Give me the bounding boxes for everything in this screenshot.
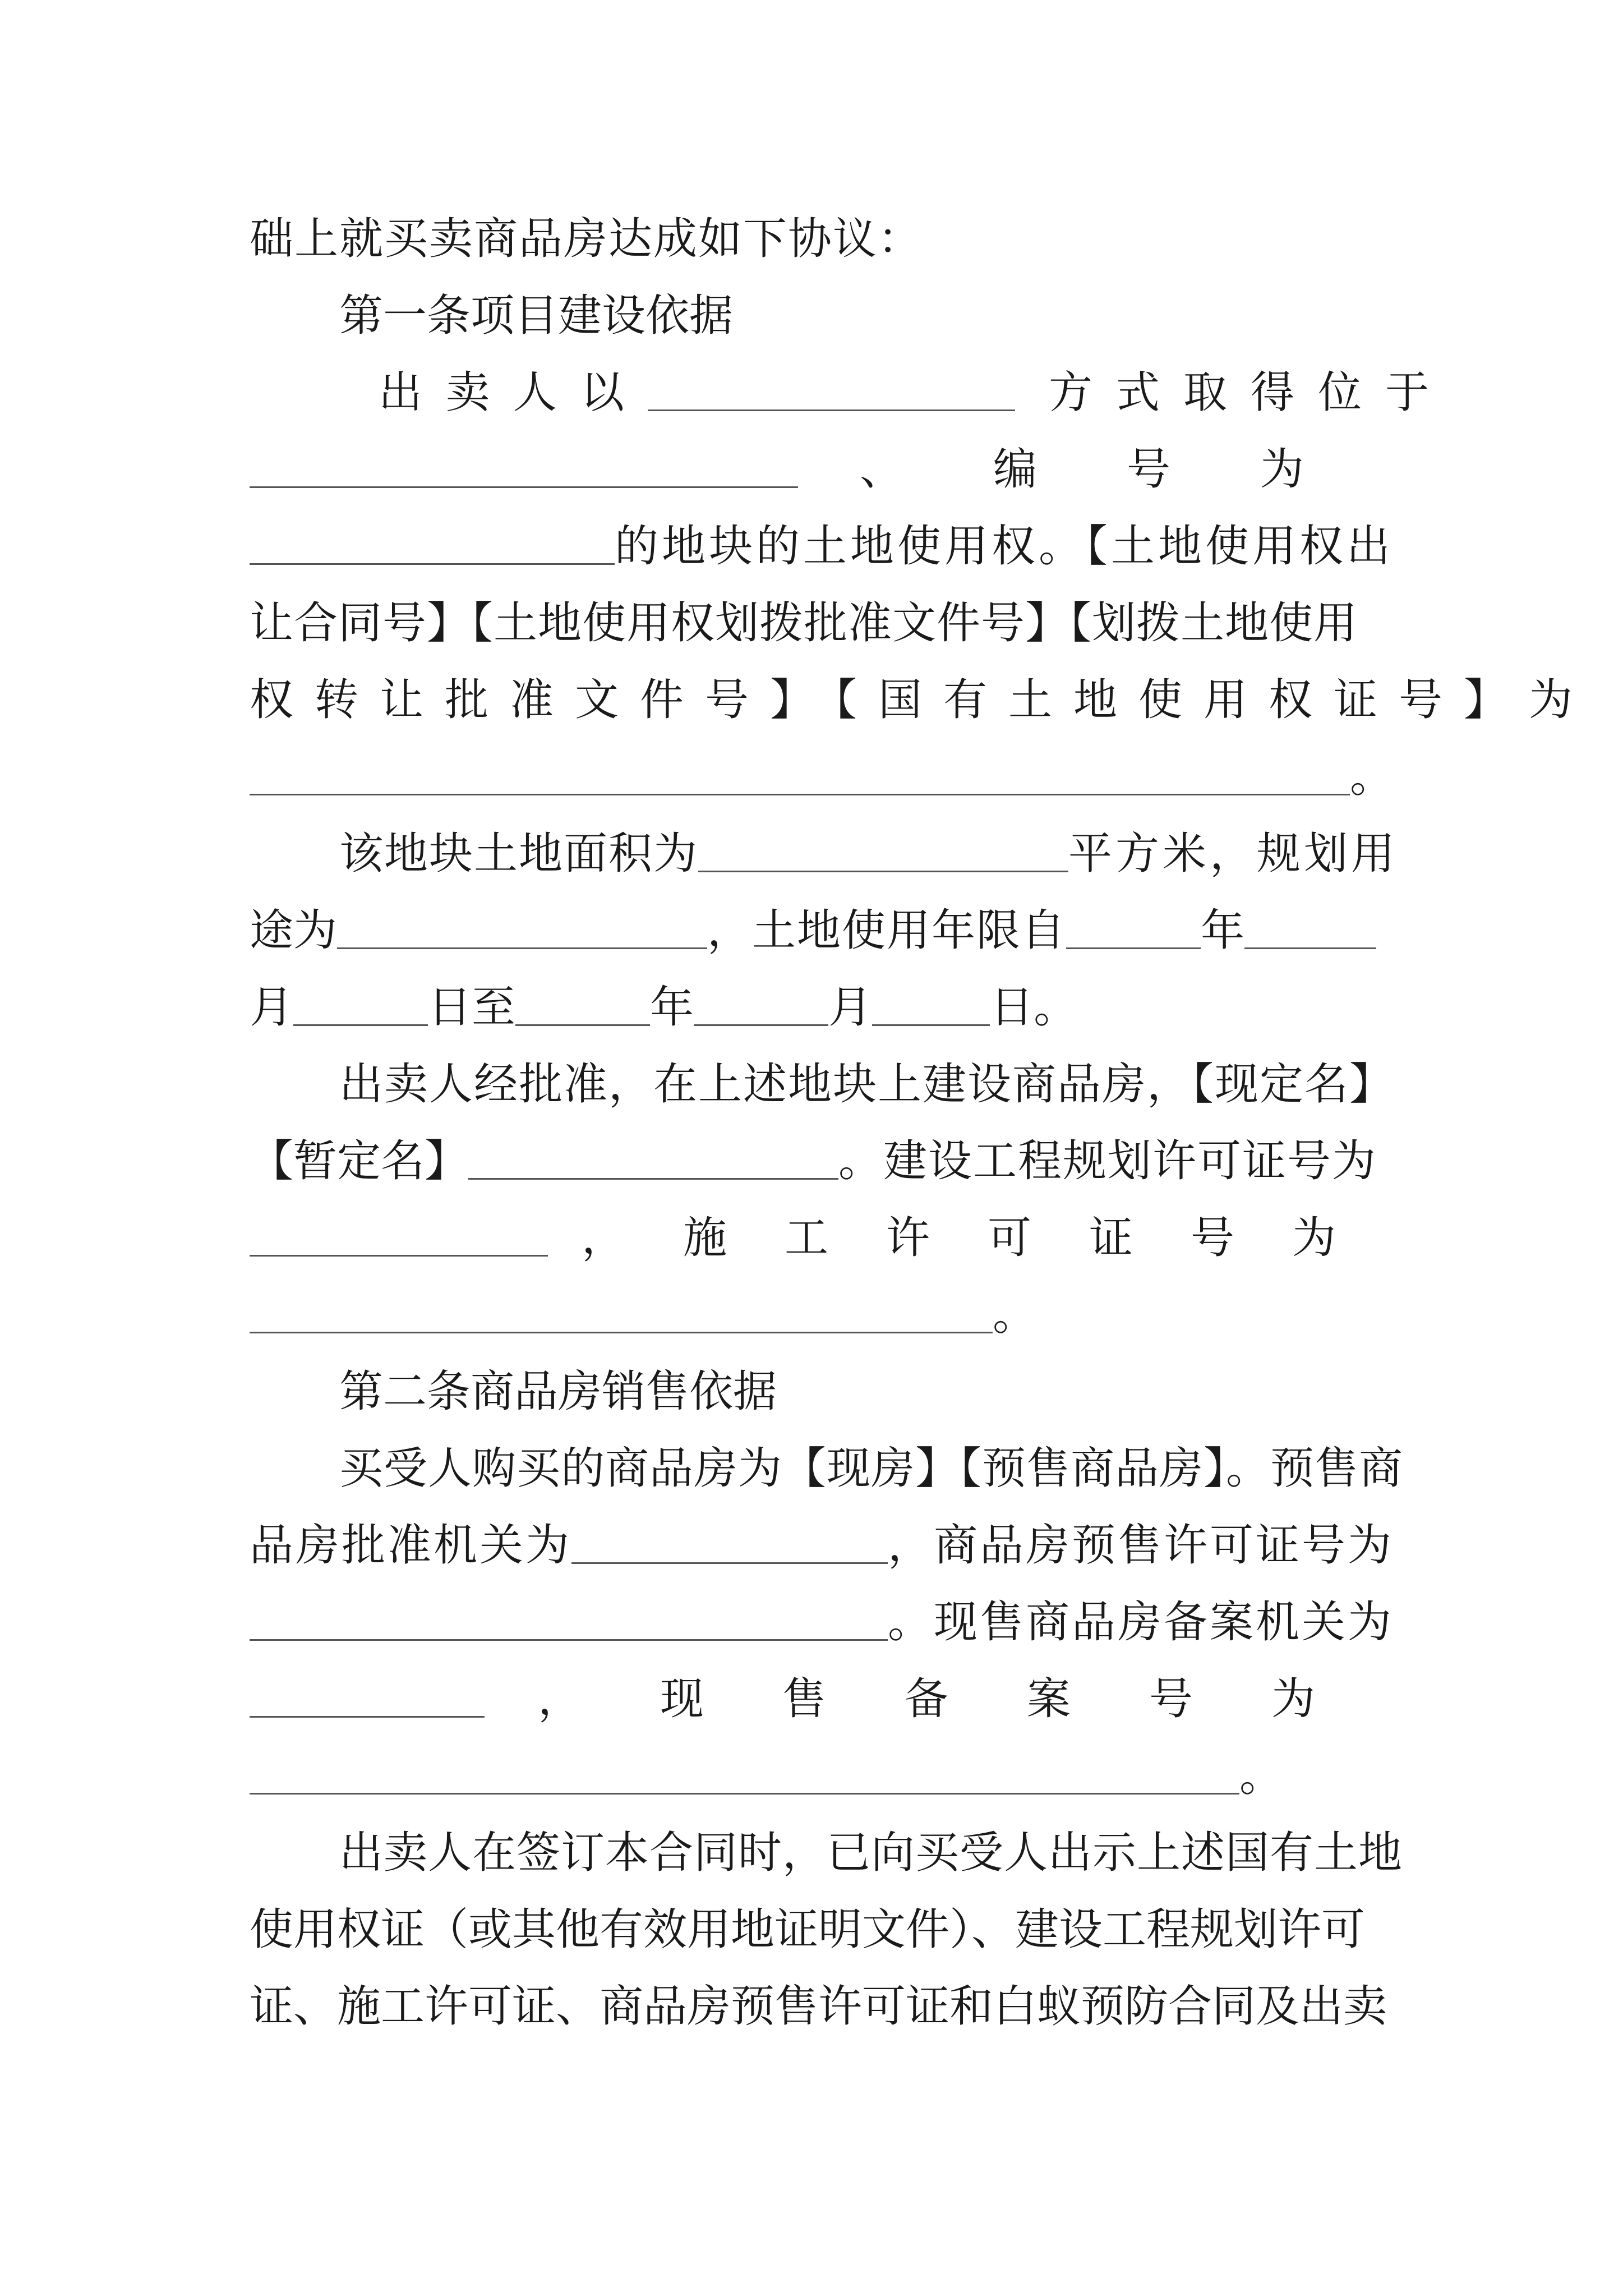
blank-field[interactable] [337,901,707,949]
blank-field[interactable] [250,1669,485,1718]
text-segment: 让合同号】【土地使用权划拨批准文件号】【划拨土地使用 [250,598,1358,648]
text-segment: 。 [1239,1751,1284,1801]
text-line [250,822,1483,885]
text-segment: 权转让批准文件号】【国有土地使用权证号】为 [250,675,1594,725]
text-line [250,1053,1483,1116]
text-line [250,515,1394,578]
text-segment: 途为 [250,905,338,956]
text-segment: 【暂定名】 [250,1136,469,1186]
text-segment: 第一条项目建设依据 [339,291,734,341]
text-line [250,208,1394,270]
text-segment: 买受人购买的商品房为【现房】【预售商品房】。预售商 [339,1443,1404,1494]
text-segment: 年 [1201,905,1245,956]
text-line [250,1745,1394,1807]
text-segment: ，现售备案号为 [537,1674,1394,1724]
text-line [250,592,1394,655]
text-line [250,1975,1394,2038]
blank-field[interactable] [571,1516,888,1564]
text-segment: 第二条商品房销售依据 [339,1366,777,1417]
blank-field[interactable] [468,1131,838,1180]
text-line [250,1821,1483,1884]
text-segment: 出卖人以 [379,367,648,418]
text-segment: 、编号为 [859,444,1394,495]
blank-field[interactable] [1066,901,1201,949]
text-line [250,669,1594,731]
text-segment: 年 [650,982,694,1033]
blank-field[interactable] [293,978,428,1026]
text-segment: ，商品房预售许可证号为 [887,1520,1394,1571]
text-line [250,1898,1394,1961]
blank-field[interactable] [250,440,798,488]
text-line [250,899,1394,962]
text-line [250,1668,1394,1731]
text-line [250,1283,1394,1346]
text-segment: 使用权证（或其他有效用地证明文件）、建设工程规划许可 [250,1904,1366,1955]
text-line [250,1130,1394,1193]
section-heading-2 [250,1360,1483,1423]
text-segment: 的地块的土地使用权。【土地使用权出 [614,521,1394,572]
blank-field[interactable] [648,363,1015,411]
text-segment: 平方米，规划用 [1068,829,1399,879]
text-line [250,1591,1394,1654]
blank-field[interactable] [515,978,650,1026]
blank-field[interactable] [250,517,615,565]
text-segment: 方式取得位于 [1049,367,1453,418]
text-segment: 础上就买卖商品房达成如下协议： [250,214,923,264]
text-segment: 品房批准机关为 [250,1520,572,1571]
blank-field[interactable] [250,1208,548,1257]
text-line [250,976,1394,1039]
text-line [250,438,1394,501]
text-segment: ，土地使用年限自 [707,905,1067,956]
text-line [250,746,1394,808]
text-segment: 日。 [990,982,1078,1033]
text-segment: ，施工许可证号为 [581,1213,1394,1263]
text-segment: 。现售商品房备案机关为 [887,1597,1394,1648]
blank-field[interactable] [872,978,990,1026]
text-line [250,1514,1394,1577]
blank-field[interactable] [250,747,1350,795]
text-segment: 证、施工许可证、商品房预售许可证和白蚁预防合同及出卖 [250,1981,1387,2032]
text-line [250,361,1523,424]
text-segment: 出卖人在签订本合同时，已向买受人出示上述国有土地 [339,1828,1403,1878]
text-segment: 出卖人经批准，在上述地块上建设商品房，【现定名】 [339,1059,1395,1110]
text-segment: 该地块土地面积为 [339,829,699,879]
blank-field[interactable] [250,1746,1239,1795]
text-segment: 月 [828,982,873,1033]
text-segment: 。 [993,1290,1037,1340]
text-line [250,1437,1483,1500]
blank-field[interactable] [250,1285,993,1333]
blank-field[interactable] [694,978,828,1026]
text-segment: 。建设工程规划许可证号为 [838,1136,1377,1186]
section-heading-1 [250,284,1483,347]
text-segment: 月 [250,982,294,1033]
blank-field[interactable] [698,824,1068,872]
blank-field[interactable] [1244,901,1376,949]
text-line [250,1207,1394,1269]
text-segment: 。 [1349,752,1394,802]
blank-field[interactable] [250,1593,888,1641]
text-segment: 日至 [428,982,516,1033]
